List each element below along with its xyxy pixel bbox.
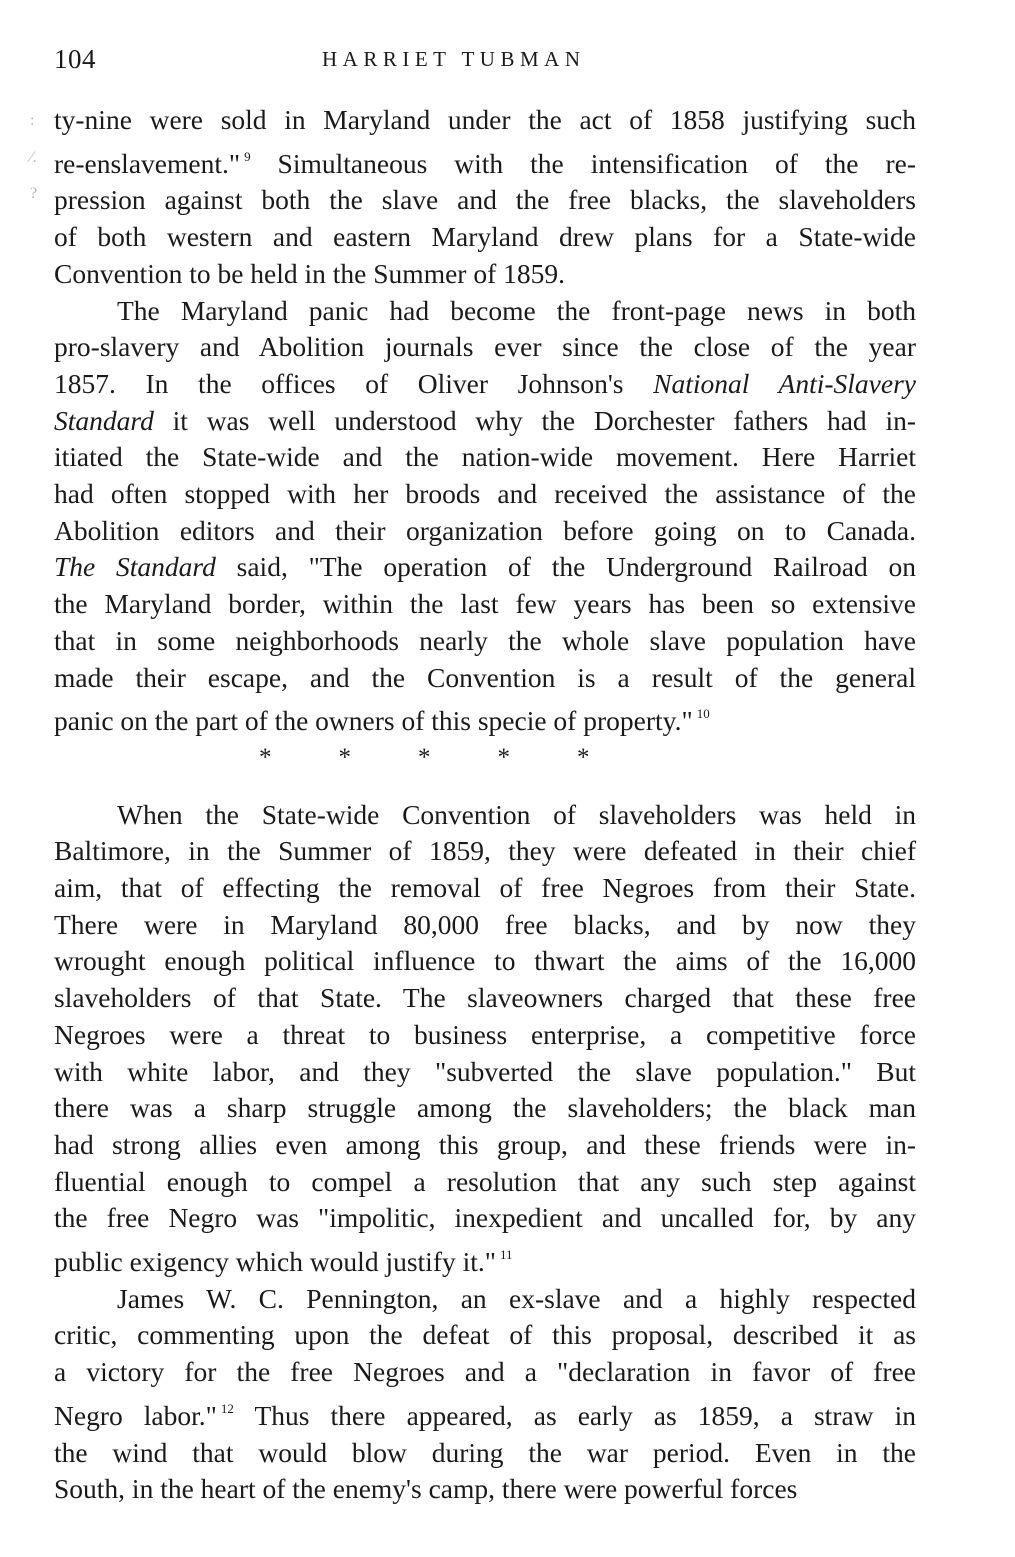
text-line: Negroes were a threat to business enterprise, a competitive force: [54, 1018, 916, 1050]
section-break-star: *: [259, 743, 272, 771]
footnote-ref: 11: [500, 1247, 513, 1263]
text-line: made their escape, and the Convention is a result of the general: [54, 661, 916, 693]
margin-mark: ?: [30, 185, 38, 203]
text-line: public exigency which would justify it." $^{11}$: [54, 1246, 513, 1278]
paragraph: [54, 797, 916, 1281]
paragraph: [54, 293, 916, 740]
paragraph: [54, 102, 916, 293]
text-line: had often stopped with her broods and received the assistance of the: [54, 478, 916, 510]
text-line: itiated the State-wide and the nation-wide movement. Here Harriet: [54, 441, 916, 473]
text-line: the free Negro was "impolitic, inexpedient and uncalled for, by any: [54, 1202, 916, 1234]
page-header: [54, 44, 915, 80]
text-line: critic, commenting upon the defeat of this proposal, described it as: [54, 1319, 916, 1351]
text-line: Abolition editors and their organization before going on to Canada.: [54, 514, 916, 546]
text-line: Negro labor." $^{12}$ Thus there appeared, as early as 1859, a straw in: [54, 1399, 916, 1431]
text-line: wrought enough political influence to thwart the aims of the 16,000: [54, 945, 916, 977]
text-line: The Maryland panic had become the front-page news in both: [117, 294, 916, 326]
footnote-ref: 12: [220, 1400, 234, 1416]
text-line: the Maryland border, within the last few years has been so extensive: [54, 588, 916, 620]
text-line: slaveholders of that State. The slaveowners charged that these free: [54, 982, 916, 1014]
text-line: a victory for the free Negroes and a "declaration in favor of free: [54, 1356, 916, 1388]
text-line: When the State-wide Convention of slaveholders was held in: [117, 798, 916, 830]
running-head: HARRIET TUBMAN: [322, 47, 586, 71]
text-line: ty-nine were sold in Maryland under the act of 1858 justifying such: [54, 104, 916, 135]
text-line: aim, that of effecting the removal of free Negroes from their State.: [54, 872, 916, 904]
italic-title: The Standard: [54, 551, 216, 583]
text-line: panic on the part of the owners of this specie of property." $^{10}$: [54, 705, 710, 737]
body-text: [54, 102, 916, 1508]
section-break: [54, 740, 916, 777]
section-gap: [54, 777, 916, 797]
text-line: There were in Maryland 80,000 free blacks, and by now they: [54, 908, 916, 940]
text-line: Baltimore, in the Summer of 1859, they were defeated in their chief: [54, 835, 916, 867]
text-line: James W. C. Pennington, an ex-slave and a highly respected: [117, 1282, 916, 1314]
margin-mark: :: [30, 112, 35, 129]
text-line: The Standard said, "The operation of the Underground Railroad on: [54, 551, 916, 583]
text-line: with white labor, and they "subverted the slave population." But: [54, 1055, 916, 1087]
text-line: Convention to be held in the Summer of 1859.: [54, 257, 565, 289]
text-line: the wind that would blow during the war period. Even in the: [54, 1436, 916, 1468]
text-line: of both western and eastern Maryland drew plans for a State-wide: [54, 221, 916, 253]
text-line: South, in the heart of the enemy's camp, there were powerful forces: [54, 1473, 798, 1505]
footnote-ref: 9: [244, 148, 251, 164]
text-line: that in some neighborhoods nearly the whole slave population have: [54, 624, 916, 656]
paragraph: [54, 1281, 916, 1508]
italic-title: Standard: [54, 404, 154, 436]
section-break-star: *: [418, 743, 431, 771]
text-line: pression against both the slave and the free blacks, the slaveholders: [54, 184, 916, 216]
text-line: pro-slavery and Abolition journals ever since the close of the year: [54, 331, 916, 363]
section-break-star: *: [497, 743, 510, 771]
text-line: re-enslavement." $^9$ Simultaneous with the intensification of the re-: [54, 147, 916, 179]
text-line: there was a sharp struggle among the slaveholders; the black man: [54, 1092, 916, 1124]
text-line: 1857. In the offices of Oliver Johnson's National Anti-Slavery: [54, 367, 916, 399]
section-break-star: *: [577, 743, 590, 771]
section-break-star: *: [338, 743, 351, 771]
page-number: 104: [54, 44, 96, 74]
text-line: had strong allies even among this group, and these friends were in-: [54, 1128, 916, 1160]
italic-title: National Anti-Slavery: [653, 367, 916, 399]
text-line: Standard it was well understood why the Dorchester fathers had in-: [54, 404, 916, 436]
margin-mark: ⁄.: [30, 148, 37, 166]
text-line: fluential enough to compel a resolution that any such step against: [54, 1165, 916, 1197]
footnote-ref: 10: [696, 706, 710, 722]
